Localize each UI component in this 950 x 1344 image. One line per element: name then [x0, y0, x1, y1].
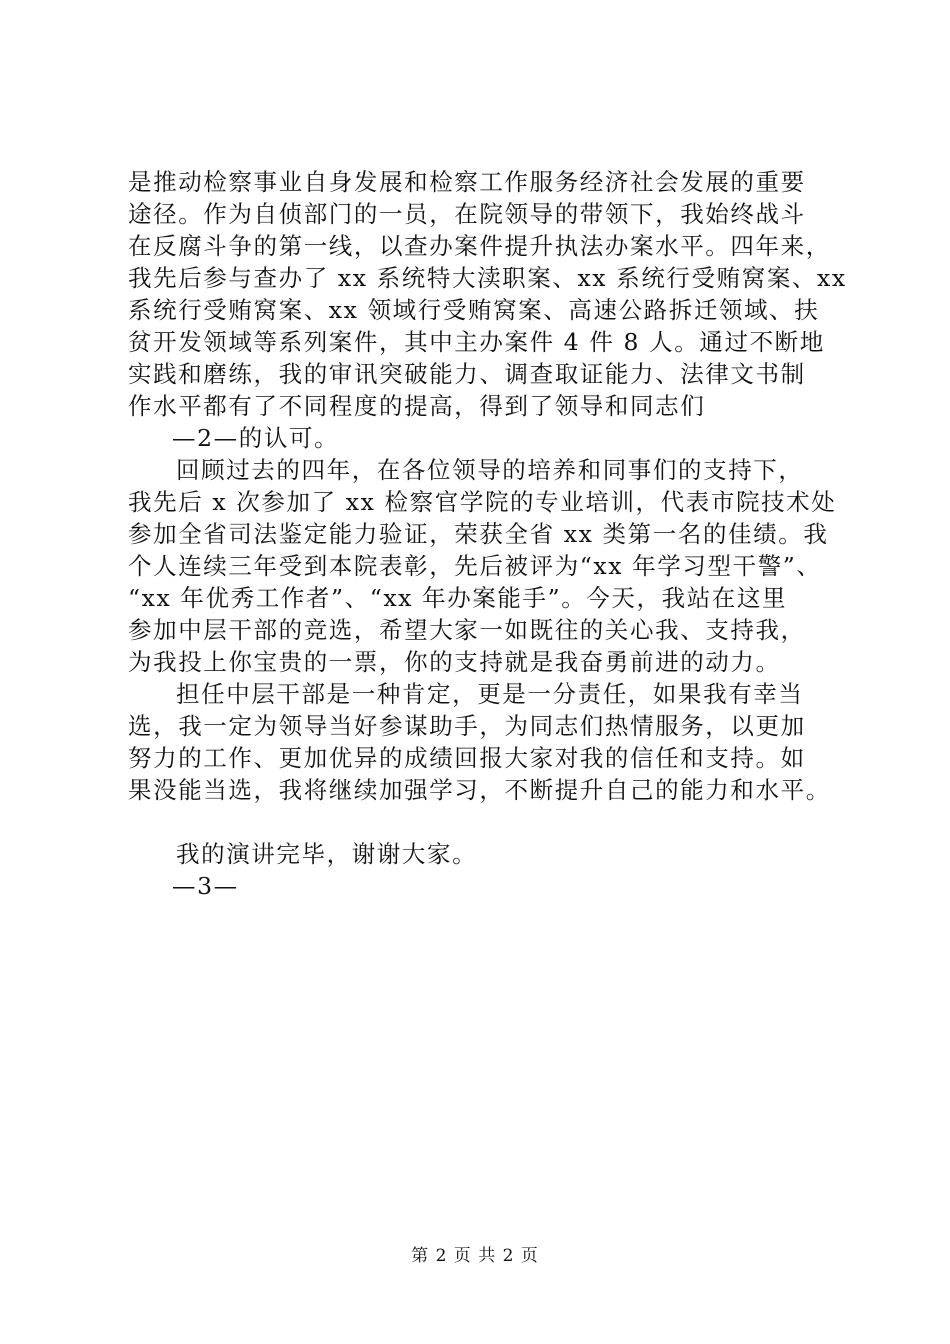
text-line: 系统行受贿窝案、xx 领域行受贿窝案、高速公路拆迁领域、扶 — [128, 296, 820, 324]
text-line: 贫开发领域等系列案件，其中主办案件 4 件 8 人。通过不断地 — [128, 328, 825, 356]
text-line: 我先后参与查办了 xx 系统特大渎职案、xx 系统行受贿窝案、xx — [128, 264, 847, 292]
text-line: 我先后 x 次参加了 xx 检察官学院的专业培训，代表市院技术处 — [128, 488, 837, 516]
text-line: 为我投上你宝贵的一票，你的支持就是我奋勇前进的动力。 — [128, 648, 781, 676]
text-line: 努力的工作、更加优异的成绩回报大家对我的信任和支持。如 — [128, 744, 806, 772]
text-line: 参加全省司法鉴定能力验证，荣获全省 xx 类第一名的佳绩。我 — [128, 520, 829, 548]
text-line: 回顾过去的四年，在各位领导的培养和同事们的支持下， — [176, 456, 804, 484]
text-line: 担任中层干部是一种肯定，更是一分责任，如果我有幸当 — [176, 680, 804, 708]
page-marker: —3— — [172, 872, 239, 900]
paragraph-1 — [128, 166, 868, 454]
page-footer: 第 2 页 共 2 页 — [411, 1246, 539, 1266]
text-line: 果没能当选，我将继续加强学习，不断提升自己的能力和水平。 — [128, 776, 831, 804]
paragraph-2 — [128, 454, 868, 678]
text-line: 作水平都有了不同程度的提高，得到了领导和同志们 — [128, 392, 706, 420]
paragraph-3 — [128, 678, 868, 806]
text-line: 选，我一定为领导当好参谋助手，为同志们热情服务，以更加 — [128, 712, 806, 740]
text-line: 途径。作为自侦部门的一员，在院领导的带领下，我始终战斗 — [128, 200, 806, 228]
text-line-page-marker: —2—的认可。 — [172, 424, 340, 452]
text-line: 参加中层干部的竞选，希望大家一如既往的关心我、支持我， — [128, 616, 806, 644]
text-line: 实践和磨练，我的审讯突破能力、调查取证能力、法律文书制 — [128, 360, 806, 388]
closing-line: 我的演讲完毕，谢谢大家。 — [176, 840, 478, 868]
text-line: 个人连续三年受到本院表彰，先后被评为“xx 年学习型干警”、 — [128, 552, 822, 580]
text-line: 在反腐斗争的第一线，以查办案件提升执法办案水平。四年来， — [128, 232, 831, 260]
text-line: “xx 年优秀工作者”、“xx 年办案能手”。今天，我站在这里 — [128, 584, 788, 612]
document-body — [128, 166, 868, 902]
paragraph-spacer — [128, 806, 868, 838]
text-line: 是推动检察事业自身发展和检察工作服务经济社会发展的重要 — [128, 168, 806, 196]
